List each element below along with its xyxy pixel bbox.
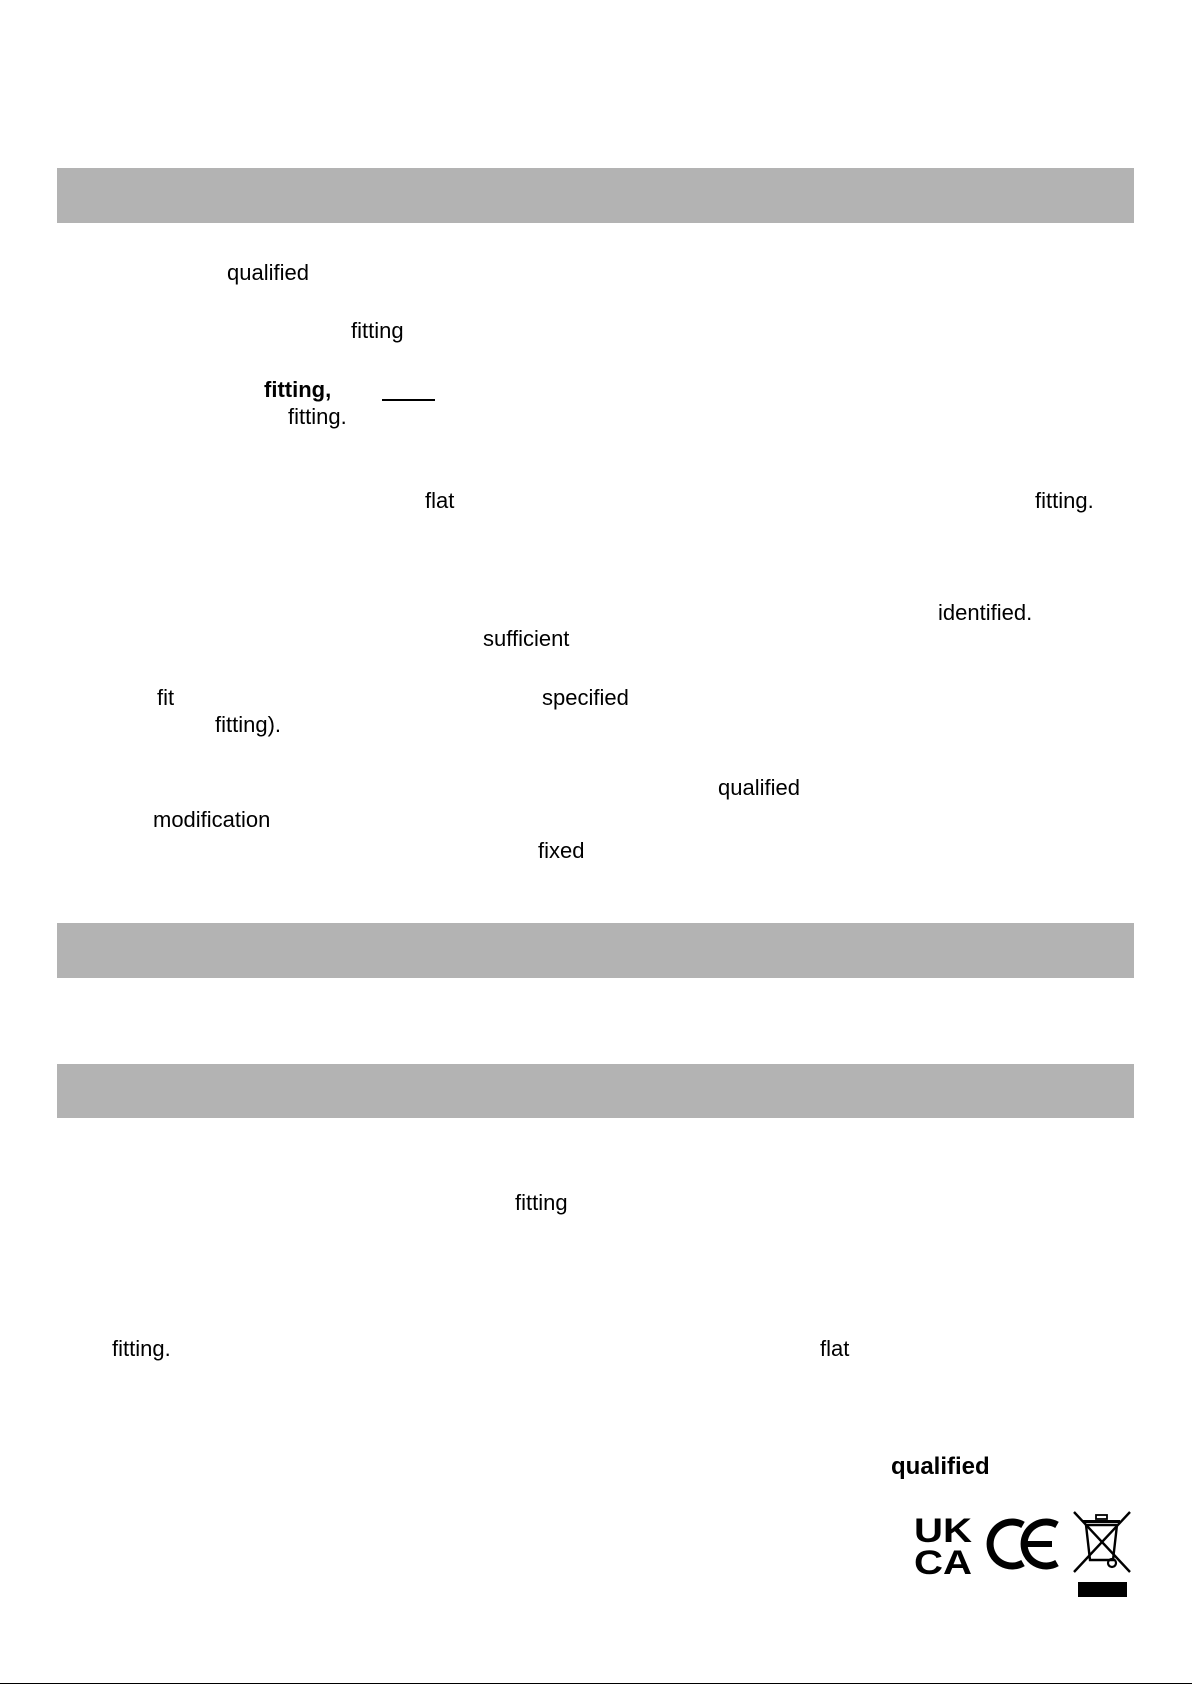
body-word: fixed bbox=[538, 838, 585, 863]
body-word-bold: qualified bbox=[891, 1453, 990, 1480]
body-word: sufficient bbox=[483, 626, 570, 651]
body-word: modification bbox=[153, 807, 271, 832]
weee-crossed-bin-icon bbox=[1072, 1510, 1132, 1598]
section-header-bar-1 bbox=[57, 168, 1134, 223]
page-bottom-rule bbox=[0, 1683, 1192, 1684]
weee-solid-bar bbox=[1078, 1582, 1127, 1597]
body-word: fitting bbox=[515, 1190, 568, 1215]
body-word: fitting. bbox=[288, 404, 347, 429]
ce-mark-icon bbox=[986, 1516, 1060, 1572]
ukca-mark-line-1: UK bbox=[914, 1514, 973, 1550]
blank-underline bbox=[382, 399, 435, 401]
ce-mark-e-bar bbox=[1026, 1541, 1052, 1547]
body-word: fitting. bbox=[1035, 488, 1094, 513]
ce-mark-c-stroke bbox=[990, 1522, 1023, 1566]
body-word: fitting bbox=[351, 318, 404, 343]
bin-lid bbox=[1083, 1520, 1120, 1523]
bin-lid-handle bbox=[1096, 1515, 1107, 1519]
section-header-bar-2 bbox=[57, 923, 1134, 978]
body-word: flat bbox=[820, 1336, 850, 1361]
body-word: fitting. bbox=[112, 1336, 171, 1361]
ukca-mark-icon bbox=[913, 1514, 975, 1576]
body-word: qualified bbox=[227, 260, 309, 285]
section-header-bar-3 bbox=[57, 1064, 1134, 1118]
body-word: qualified bbox=[718, 775, 800, 800]
body-word: identified. bbox=[938, 600, 1033, 625]
body-word-bold: fitting, bbox=[264, 377, 332, 402]
body-word: fitting). bbox=[215, 712, 282, 737]
ukca-mark-line-2: CA bbox=[914, 1544, 972, 1576]
body-word: specified bbox=[542, 685, 629, 710]
body-word: fit bbox=[157, 685, 175, 710]
body-word: flat bbox=[425, 488, 455, 513]
